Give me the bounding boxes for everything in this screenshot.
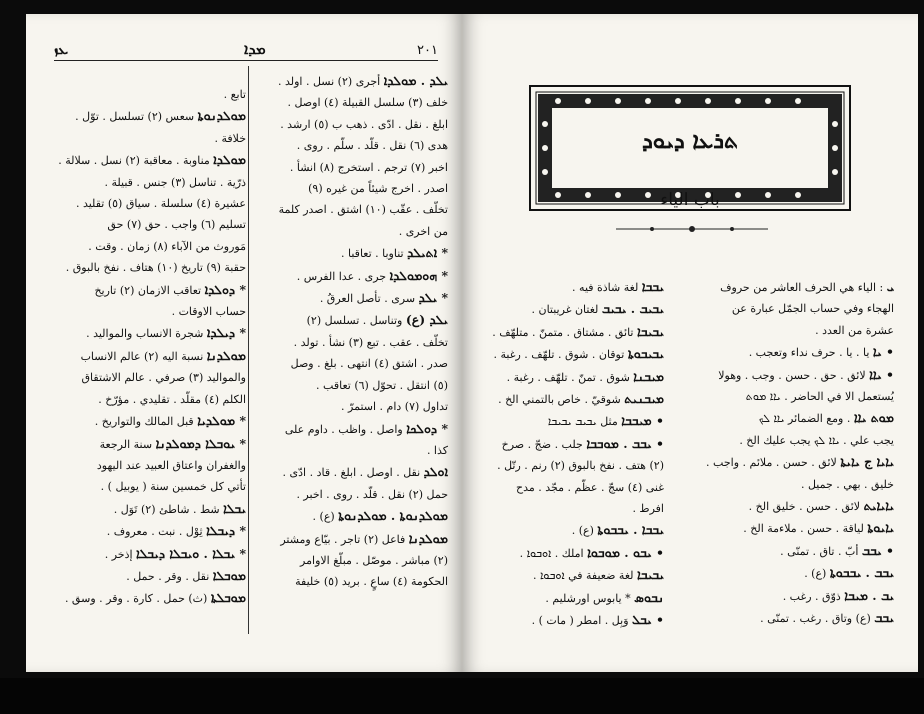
arabic-definition: نسبة اليه (٢) عالم الانساب <box>80 349 204 363</box>
dictionary-line <box>252 309 448 331</box>
arabic-definition: تأتي كل خمسين سنة ( يوبيل ) . <box>100 480 246 494</box>
syriac-headword: ܝܒܠܐ <box>223 500 246 516</box>
dictionary-line <box>470 564 664 586</box>
syriac-headword: ܡܘܠܕܐ <box>213 152 246 168</box>
syriac-headword: ܝܒܒ <box>874 610 894 626</box>
syriac-headword: ܝܒܒܐ <box>641 279 664 294</box>
dictionary-line <box>50 301 246 322</box>
dictionary-line <box>252 375 448 396</box>
dictionary-line <box>668 430 894 451</box>
right-page-right-column <box>668 276 894 630</box>
arabic-definition: خلافة . <box>214 131 246 145</box>
arabic-definition: شوق . تمنّ . تلهّف . رغبة . <box>506 370 630 384</box>
arabic-definition: جرى . عدا الفرس . <box>296 269 387 283</box>
dictionary-line <box>470 587 664 609</box>
arabic-definition: (ث) حمل . كارة . وقر . وسق . <box>64 592 208 606</box>
dictionary-line <box>668 540 894 562</box>
syriac-headword: ܝܒܝܒ . ܝܒܝܒ <box>601 301 664 317</box>
dictionary-line <box>50 236 246 257</box>
arabic-definition: حمل (٢) نقل . قلّد . روى . اخبر . <box>296 487 448 501</box>
arabic-definition: غنى (٤) سجّ . عظّم . مجّد . مدح <box>516 480 664 494</box>
arabic-definition: حساب الاوقات . <box>171 305 246 319</box>
arabic-definition: شوقيّ . خاص بالتمني الخ . <box>498 393 621 407</box>
dictionary-line <box>470 410 664 432</box>
dictionary-line <box>252 440 448 461</box>
arabic-definition: سرى . تأصل العرقُ . <box>319 292 416 306</box>
syriac-headword: ܝܠܕ (ع) <box>405 312 448 328</box>
arabic-definition: نقل . اوصل . ابلغ . قاد . ادّى . <box>282 466 421 480</box>
arabic-definition: تخلّف . عقّب (١٠) اشتق . اصدر كلمة <box>278 203 448 217</box>
dictionary-line <box>252 221 448 242</box>
syriac-headword: ܡܘܬ ܝܐܐ <box>853 410 894 426</box>
arabic-definition: لغتان غريبتان . <box>531 303 599 317</box>
arabic-definition: أجرى (٢) نسل . اولد . <box>278 75 381 88</box>
dictionary-line <box>50 367 246 388</box>
header-keyword: ܡܕܐ <box>244 40 266 58</box>
dictionary-line <box>50 433 246 455</box>
dictionary-line <box>50 476 246 497</box>
arabic-definition: خليق . بهي . جميل . <box>800 477 894 491</box>
syriac-headword: • ܝܒܠ <box>632 612 664 628</box>
arabic-definition: اصدر . اخرج شيئاً من غيره (٩) <box>308 182 448 196</box>
dictionary-line <box>252 550 448 571</box>
arabic-definition: لائق . حسن . ملائم . واجب . <box>706 456 837 470</box>
dictionary-line <box>50 587 246 609</box>
dictionary-line <box>470 498 664 519</box>
syriac-headword: ܡܝܒܢܝܬ <box>624 391 664 407</box>
arabic-definition: (ع) . <box>312 510 335 524</box>
dictionary-line <box>50 172 246 193</box>
dictionary-line <box>50 193 246 214</box>
syriac-headword: • ܡܝܒܒܐ <box>621 413 664 429</box>
dictionary-line <box>252 135 448 156</box>
header-section-letters: ܥܙ <box>54 40 69 58</box>
arabic-definition: تسليم (٦) واجب . حق (٧) حق <box>107 218 246 232</box>
dictionary-line <box>50 410 246 432</box>
syriac-headword: • ܝܐ <box>872 344 894 360</box>
dictionary-line <box>50 565 246 587</box>
arabic-definition: ذرّية . تناسل (٣) جنس . قبيلة . <box>104 175 246 189</box>
arabic-definition: ابلغ . نقل . ادّى . ذهب ب (٥) ارشد . <box>280 117 448 131</box>
dictionary-line <box>252 92 448 113</box>
dictionary-line <box>252 157 448 178</box>
dictionary-line <box>252 484 448 505</box>
syriac-headword: ܐܘܠܕ <box>423 464 448 480</box>
syriac-headword: ܝܐܝܐܝܬ <box>863 498 894 514</box>
arabic-definition: تائق . مشتاق . متمنّ . متلهّف . <box>492 325 634 339</box>
arabic-definition: (٢) مباشر . موصّل . مبلّغ الاوامر <box>300 553 448 567</box>
arabic-definition: ثِوْل . نبت . معروف . <box>106 525 203 539</box>
arabic-definition: لائق . حق . حسن . وجب . وهولا <box>718 368 866 382</box>
arabic-definition: املك . ܐܘܒܘܐ . <box>519 546 584 560</box>
right-page <box>462 14 918 672</box>
syriac-headword: • ܝܐܐ <box>869 366 894 382</box>
dictionary-line <box>470 321 664 343</box>
dictionary-line <box>50 105 246 127</box>
page-number: ٢٠١ <box>417 43 438 58</box>
syriac-headword: • ܝܒܒ <box>861 542 894 558</box>
arabic-definition: يجب علي . ܝܐܐ ܠܟ يجب عليك الخ . <box>739 433 894 447</box>
dictionary-line <box>470 343 664 365</box>
dictionary-line <box>668 407 894 429</box>
arabic-definition: توقان . شوق . تلهّف . رغبة . <box>493 348 625 362</box>
arabic-definition: شط . شاطئ (٢) تَوَل . <box>113 502 220 516</box>
dictionary-line <box>50 455 246 476</box>
dictionary-line <box>252 70 448 92</box>
dictionary-line <box>668 607 894 629</box>
arabic-definition: وتناسل . تسلسل (٢) <box>306 314 403 328</box>
dictionary-line <box>50 257 246 278</box>
arabic-definition: هدى (٦) نقل . قلّد . سلّم . روى . <box>296 139 448 153</box>
dictionary-line <box>668 320 894 341</box>
arabic-definition: واصل . واظب . داوم على <box>284 422 403 436</box>
dictionary-line <box>668 298 894 319</box>
arabic-definition: تابع . <box>223 88 246 101</box>
dictionary-line <box>470 366 664 388</box>
dictionary-line <box>50 322 246 344</box>
syriac-headword: * ܕܝܠܕܐ <box>206 325 246 341</box>
dictionary-line <box>470 276 664 298</box>
dictionary-line <box>252 114 448 135</box>
left-page <box>26 14 462 672</box>
arabic-definition: سنة الرجعة <box>99 437 153 451</box>
dictionary-line <box>50 543 246 565</box>
arabic-definition: أبّ . تاق . تمنّى . <box>780 544 859 558</box>
chapter-title-syriac: ܬܪܥܐ ܕܝܘܕ <box>641 128 739 154</box>
arabic-definition: افرط . <box>632 502 664 516</box>
syriac-headword: ܝܒܒ . ܝܒܒܘܬܐ <box>829 565 894 581</box>
dictionary-line <box>668 364 894 386</box>
arabic-definition: خلف (٣) سلسل القبيلة (٤) اوصل . <box>287 96 448 110</box>
arabic-definition: كذا . <box>426 443 448 457</box>
arabic-definition: لائق . حسن . خليق الخ . <box>748 500 861 514</box>
syriac-headword: ܡܝܒܢܐ <box>633 368 664 384</box>
arabic-definition: : الياء هي الحرف العاشر من حروف <box>720 281 884 294</box>
dictionary-line <box>50 520 246 542</box>
syriac-headword: ܡܘܠܕܢܐ <box>206 347 246 363</box>
syriac-headword: * ܝܒܠܐ . ܘܝܒܠܐ ܕܝܒܠܐ <box>136 545 246 561</box>
syriac-headword: ܝܒܝܒܐ <box>637 323 664 339</box>
arabic-definition: لغة ضعيفة في ܐܘܒܘܐ . <box>533 569 634 583</box>
arabic-definition: من اخرى . <box>398 224 448 238</box>
arabic-definition: سعس (٢) تسلسل . توّل . <box>75 110 195 124</box>
syriac-headword: ܡܘܠܕܢܐ <box>408 530 448 546</box>
dictionary-line <box>668 341 894 363</box>
dictionary-line <box>50 149 246 171</box>
dictionary-line <box>252 461 448 483</box>
dictionary-line <box>668 451 894 473</box>
arabic-definition: حقبة (٩) تاريخ (١٠) هتاف . نفخ بالبوق . <box>65 261 246 275</box>
dictionary-line <box>668 585 894 607</box>
arabic-definition: الكلم (٤) مقلّد . تقليدي . مؤرّخ . <box>98 392 246 406</box>
dictionary-line <box>668 386 894 407</box>
dictionary-line <box>252 353 448 374</box>
syriac-headword: ܝ <box>886 279 894 294</box>
arabic-definition: عشرة من العدد . <box>815 323 894 337</box>
arabic-definition: لياقة . حسن . ملاءمة الخ . <box>743 522 864 536</box>
arabic-definition: والمواليد (٣) صرفي . عالم الاشتقاق <box>81 371 246 385</box>
book-bottom-edge <box>0 678 924 714</box>
dictionary-line <box>668 474 894 495</box>
dictionary-line <box>50 345 246 367</box>
dictionary-line <box>470 477 664 498</box>
syriac-headword: * ܕܘܠܟܐ <box>406 420 448 436</box>
syriac-headword: ܢܒܘܣ <box>634 589 664 605</box>
syriac-headword: ܡܘܠܕܢܘܬܐ <box>197 108 246 124</box>
dictionary-line <box>668 562 894 584</box>
dictionary-line <box>50 498 246 520</box>
arabic-definition: مَوروث من الآباء (٨) زمان . وقت . <box>88 239 246 253</box>
arabic-definition: تخلّف . عقب . تبع (٣) نشأ . تولد . <box>293 335 448 349</box>
arabic-definition: (ع) . <box>804 567 827 581</box>
dictionary-line <box>252 287 448 309</box>
dictionary-line <box>50 84 246 105</box>
arabic-definition: عشيرة (٤) سلسلة . سياق (٥) تقليد . <box>75 197 246 211</box>
arabic-definition: والغفران واعتاق العبيد عند اليهود <box>96 458 246 472</box>
syriac-headword: * ܕܝܒܠܐ <box>206 523 246 539</box>
arabic-definition: تناوبا . تعاقبا . <box>341 247 404 261</box>
running-header <box>54 36 438 61</box>
dictionary-line <box>50 214 246 235</box>
dictionary-line <box>252 178 448 199</box>
arabic-definition: الحكومة (٤) ساعٍ . بريد (٥) خليفة <box>295 575 448 589</box>
dictionary-line <box>50 128 246 149</box>
syriac-headword: * ܕܘܠܕܐ <box>204 281 246 297</box>
arabic-definition: قبل المالك والتواريخ . <box>94 415 194 429</box>
arabic-definition: وَبِل . امطر ( مات ) . <box>531 614 629 628</box>
right-page-left-column <box>470 276 664 632</box>
arabic-definition: الهجاء وفي حساب الجمّل عبارة عن <box>731 302 894 316</box>
arabic-definition: (٢) هتف . نفخ بالبوق (٢) رنم . رتّل . <box>497 459 664 473</box>
dictionary-line <box>50 279 246 301</box>
syriac-headword: • ܝܒܒ . ܡܘܒܒܐ <box>586 435 664 451</box>
dictionary-line <box>252 418 448 440</box>
dictionary-line <box>252 571 448 592</box>
arabic-definition: اخبر (٧) ترجم . استخرج (٨) انشأ . <box>289 160 448 174</box>
dictionary-line <box>470 298 664 320</box>
dictionary-line <box>252 199 448 220</box>
syriac-headword: ܝܐܝܘܬܐ <box>867 520 894 536</box>
syriac-headword: ܡܘܒܠܐ <box>212 567 246 583</box>
syriac-headword: * ܡܘܠܕܝܐ <box>197 413 246 429</box>
syriac-headword: • ܝܒܘ . ܡܘܒܘܐ <box>587 544 664 560</box>
dictionary-line <box>470 433 664 455</box>
syriac-headword: ܝܐܝܐ ج ܝܐܝܬܐ <box>840 454 894 470</box>
left-page-left-column <box>50 84 246 610</box>
syriac-headword: * ܝܠܕ <box>418 290 448 306</box>
chapter-title-arabic: باب الياء <box>660 190 720 210</box>
arabic-definition: صدر . اشتق (٤) انتهى . بلغ . وصل <box>290 357 448 371</box>
dictionary-line <box>668 517 894 539</box>
dictionary-line <box>252 396 448 417</box>
arabic-definition: شجرة الانساب والمواليد . <box>86 327 204 341</box>
dictionary-line <box>252 242 448 264</box>
dictionary-line <box>470 388 664 410</box>
arabic-definition: تعاقب الازمان (٢) تاريخ <box>94 283 202 297</box>
arabic-definition: تداول (٧) دام . استمرّ . <box>341 400 448 414</box>
dictionary-line <box>252 265 448 287</box>
dictionary-line <box>470 542 664 564</box>
dictionary-line <box>470 519 664 541</box>
ornamental-divider <box>612 224 772 234</box>
arabic-definition: . ومع الضمائر ܝܐܐ ܠܟ <box>758 412 851 426</box>
dictionary-line <box>252 505 448 527</box>
dictionary-line <box>668 276 894 298</box>
arabic-definition: نقل . وقر . حمل . <box>126 569 210 583</box>
syriac-headword: ܝܒܝܒܐ <box>637 567 664 583</box>
arabic-definition: يُستعمل الا في الحاضر . ܝܐܐ ܡܘܬ <box>745 390 894 404</box>
arabic-definition: إذخر . <box>104 547 133 561</box>
arabic-definition: جلب . ضجّ . صرخ <box>501 437 583 451</box>
dictionary-line <box>252 332 448 353</box>
arabic-definition: (٥) انتقل . تحوّل (٦) تعاقب . <box>316 378 448 392</box>
syriac-headword: ܝܒܝܒܘܬܐ <box>627 346 664 362</box>
left-page-right-column <box>252 70 448 593</box>
arabic-definition: * يابوس اورشليم . <box>545 591 631 605</box>
arabic-definition: لغة شاذة فيه . <box>572 281 639 294</box>
arabic-definition: فاعل (٢) تاجر . بيّاع ومشتر <box>280 532 406 546</box>
arabic-definition: ذوّق . رغب . <box>782 589 841 603</box>
dictionary-line <box>668 495 894 517</box>
syriac-headword: ܝܒܒܐ . ܝܒܒܘܬܐ <box>597 522 664 538</box>
dictionary-line <box>252 528 448 550</box>
syriac-headword: ܡܘܒܠܬܐ <box>210 590 246 606</box>
arabic-definition: (ع) وتاق . رغب . تمنّى . <box>760 612 871 626</box>
arabic-definition: مناوبة . معاقبة (٢) نسل . سلالة . <box>58 154 210 168</box>
syriac-headword: ܝܒ . ܡܝܒܐ <box>844 587 894 603</box>
arabic-definition: يا . يا . حرف نداء وتعجب . <box>748 346 870 360</box>
arabic-definition: (ع) . <box>571 524 594 538</box>
dictionary-line <box>470 455 664 476</box>
syriac-headword: ܡܘܠܕܢܘܬܐ . ܡܘܠܕܢܘܬܐ <box>338 508 448 524</box>
column-divider <box>248 66 249 634</box>
arabic-definition: مثل ܝܒܝܒ ܝܒܝܒܐ <box>547 415 618 429</box>
dictionary-line <box>470 609 664 631</box>
syriac-headword: * ܗܘܡܘܠܕܐ <box>389 267 448 283</box>
syriac-headword: * ܐܬܝܠܕ <box>407 245 448 261</box>
syriac-headword: * ܝܘܒܠܐ ܕܡܘܠܕܢܐ <box>155 435 246 451</box>
syriac-headword: ܝܠܕ . ܡܘܠܕܐ <box>383 73 448 88</box>
dictionary-line <box>50 389 246 410</box>
